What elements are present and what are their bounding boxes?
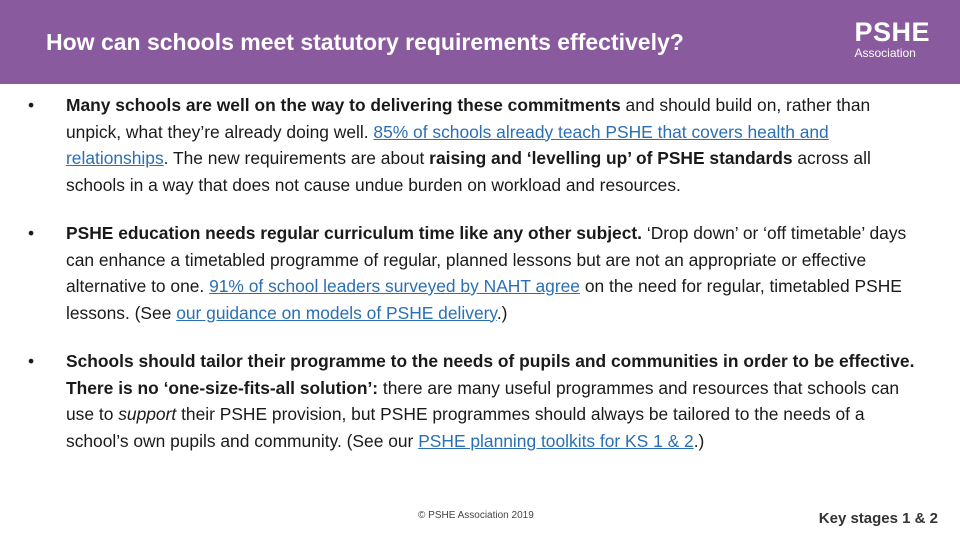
page-title: How can schools meet statutory requirements effectively? bbox=[46, 29, 684, 55]
bullet-text: ‘Drop down’ or ‘off timetable’ days can enhance a timetabled programme of regular, planned lessons but are not an appropriate or effective alternative to one. bbox=[66, 223, 907, 296]
stat-link[interactable]: 85% of schools already teach PSHE that covers health and relationships bbox=[66, 121, 829, 168]
logo-sub-text: Association bbox=[854, 46, 916, 60]
bullet-item bbox=[28, 92, 928, 198]
bullet-text: on the need for regular, timetabled PSHE lessons. (See bbox=[66, 276, 902, 323]
bullet-text: and should build on, rather than unpick, what they’re already doing well. bbox=[66, 95, 871, 142]
bullet-dot: • bbox=[28, 95, 35, 115]
key-stages-label: Key stages 1 & 2 bbox=[818, 510, 938, 527]
bullet-text: their PSHE provision, but PSHE programmes should always be tailored to the needs of a school’s own pupils and community. (See our bbox=[66, 404, 865, 451]
bullet-italic: support bbox=[118, 404, 177, 424]
bullet-text: . The new requirements are about bbox=[163, 148, 430, 168]
bullet-list bbox=[28, 92, 928, 476]
header-bar bbox=[0, 0, 960, 84]
bullet-bold: Schools should tailor their programme to the needs of pupils and communities in order to be effective. There is no ‘one-size-fits-all solution’: bbox=[66, 351, 915, 398]
bullet-item bbox=[28, 348, 928, 454]
guidance-link[interactable]: our guidance on models of PSHE delivery bbox=[176, 302, 497, 323]
pshe-logo bbox=[854, 18, 930, 60]
bullet-bold: PSHE education needs regular curriculum time like any other subject. bbox=[66, 223, 642, 243]
bullet-item bbox=[28, 220, 928, 326]
toolkit-link[interactable]: PSHE planning toolkits for KS 1 & 2 bbox=[418, 430, 694, 451]
bullet-dot: • bbox=[28, 351, 35, 371]
copyright-text: © PSHE Association 2019 bbox=[418, 510, 534, 521]
bullet-bold: Many schools are well on the way to delivering these commitments bbox=[66, 95, 621, 115]
bullet-text: .) bbox=[693, 430, 705, 451]
bullet-text: .) bbox=[496, 302, 508, 323]
bullet-text: across all schools in a way that does not cause undue burden on workload and resources. bbox=[66, 148, 871, 195]
bullet-bold: raising and ‘levelling up’ of PSHE standards bbox=[429, 148, 793, 168]
logo-main-text: PSHE bbox=[854, 17, 930, 47]
bullet-dot: • bbox=[28, 223, 35, 243]
bullet-text: there are many useful programmes and resources that schools can use to bbox=[66, 377, 900, 424]
naht-link[interactable]: 91% of school leaders surveyed by NAHT agree bbox=[209, 276, 580, 296]
